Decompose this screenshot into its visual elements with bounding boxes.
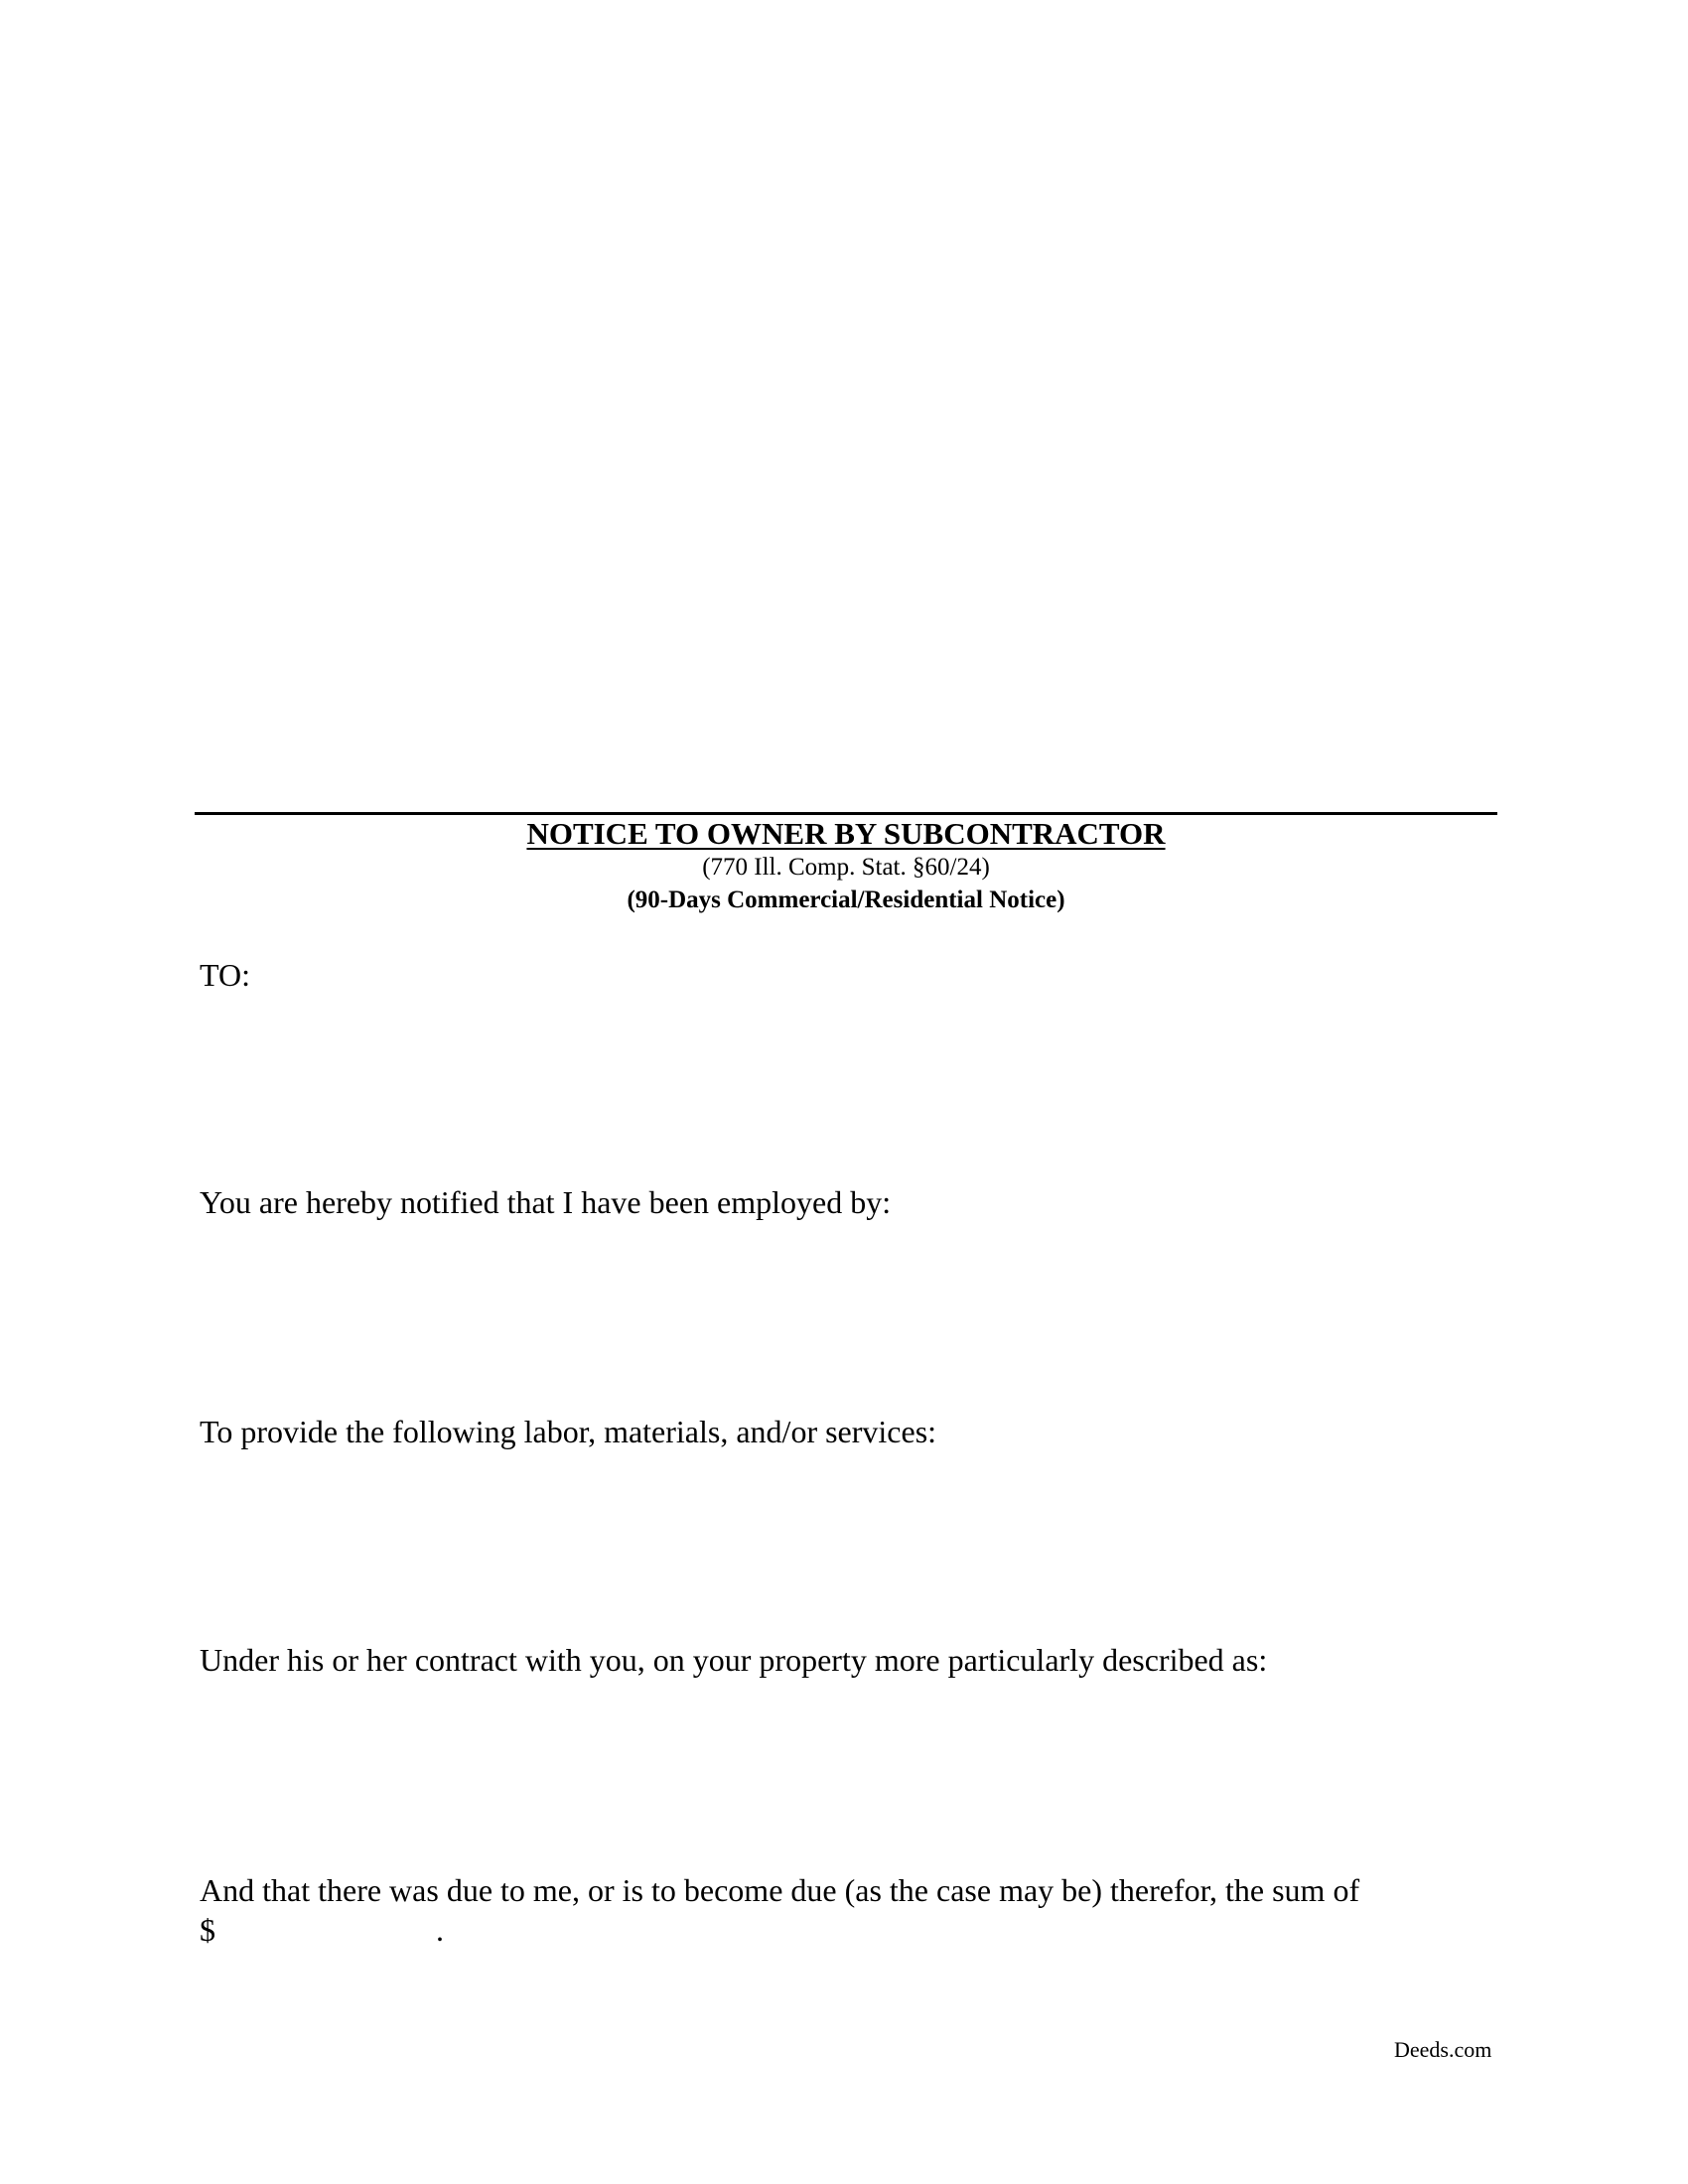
sum-due-text: And that there was due to me, or is to become due (as the case may be) therefor, the sum of bbox=[200, 1872, 1360, 1908]
contract-property-text: Under his or her contract with you, on your property more particularly described as: bbox=[200, 1642, 1268, 1678]
footer-brand: Deeds.com bbox=[1394, 2037, 1492, 2062]
statute-citation: (770 Ill. Comp. Stat. §60/24) bbox=[702, 854, 990, 881]
sum-period: . bbox=[436, 1912, 444, 1948]
document-title bbox=[195, 814, 1497, 854]
notice-subtitle: (90-Days Commercial/Residential Notice) bbox=[627, 887, 1065, 913]
provide-services-text: To provide the following labor, materials, and/or services: bbox=[200, 1414, 937, 1449]
employed-by-text: You are hereby notified that I have been employed by: bbox=[200, 1184, 892, 1220]
to-label: TO: bbox=[200, 957, 250, 993]
dollar-sign: $ bbox=[200, 1912, 215, 1948]
document-title-text: NOTICE TO OWNER BY SUBCONTRACTOR bbox=[526, 816, 1166, 851]
sum-amount-line bbox=[200, 1910, 444, 1950]
